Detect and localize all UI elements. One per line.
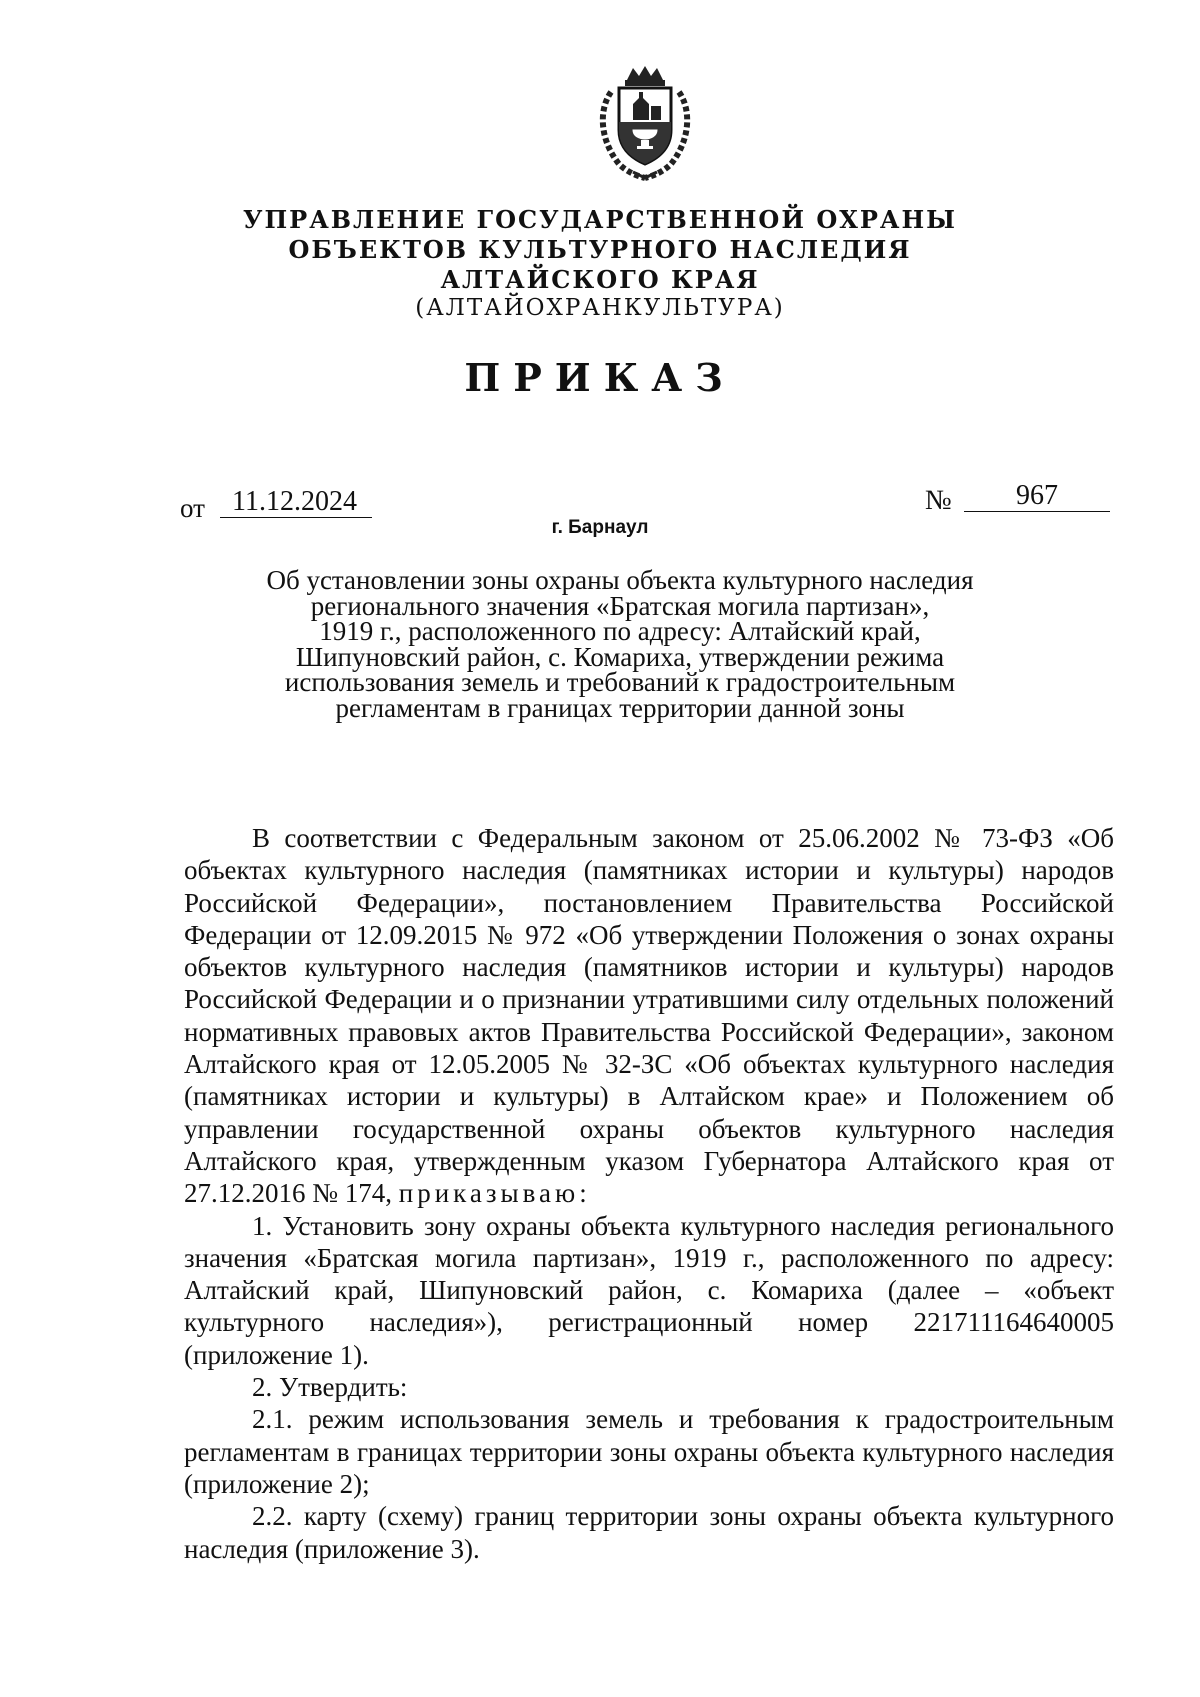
item-1-paragraph: 1. Установить зону охраны объекта культурного наследия регионального значения «Братская могила партизан», 1919 г., расположенного по адресу: Алтайский край, Шипуновский район, с. Комариха (далее – «объект культурного наследия»), регистрационный номер 221711164640005 (приложение 1). bbox=[184, 1210, 1114, 1370]
date-label: от bbox=[180, 493, 205, 523]
order-date: 11.12.2024 bbox=[220, 487, 372, 518]
number-label: № bbox=[925, 485, 952, 516]
order-word: приказываю: bbox=[398, 1178, 591, 1209]
preamble-paragraph bbox=[184, 822, 1114, 1210]
item-2-paragraph: 2. Утвердить: bbox=[252, 1372, 408, 1403]
order-title bbox=[200, 565, 1040, 723]
order-title-line: регламентам в границах территории данной зоны bbox=[335, 692, 905, 723]
order-body bbox=[184, 822, 1114, 1565]
altai-krai-coat-of-arms-icon bbox=[593, 64, 697, 182]
order-title-line: регионального значения «Братская могила партизан», bbox=[310, 590, 930, 621]
agency-name-line-1: УПРАВЛЕНИЕ ГОСУДАРСТВЕННОЙ ОХРАНЫ bbox=[243, 205, 957, 234]
city-name: г. Барнаул bbox=[551, 517, 649, 538]
preamble-text: В соответствии с Федеральным законом от 25.06.2002 № 73-ФЗ «Об объектах культурного наследия (памятниках истории и культуры) народов Российской Федерации», постановлением Правительства Российской Федерации от 12.09.2015 № 972 «Об утверждении Положения о зонах охраны объектов культурного наследия (памятников истории и культуры) народов Российской Федерации и о признании утратившими силу отдельных положений нормативных правовых актов Правительства Российской Федерации», законом Алтайского края от 12.05.2005 № 32-ЗС «Об объектах культурного наследия (памятниках истории и культуры) в Алтайском крае» и Положением об управлении государственной охраны объектов культурного наследия Алтайского края, утвержденным указом Губернатора Алтайского края от 27.12.2016 № 174, bbox=[184, 823, 1114, 1209]
order-number: 967 bbox=[964, 481, 1110, 512]
item-2-1-paragraph: 2.1. режим использования земель и требования к градостроительным регламентам в границах территории зоны охраны объекта культурного наследия (приложение 2); bbox=[184, 1404, 1114, 1499]
agency-name-line-2: ОБЪЕКТОВ КУЛЬТУРНОГО НАСЛЕДИЯ bbox=[288, 235, 912, 264]
order-title-line: Шипуновский район, с. Комариха, утверждении режима bbox=[295, 641, 945, 672]
order-title-line: Об установлении зоны охраны объекта культурного наследия bbox=[266, 565, 974, 595]
agency-name-line-3: АЛТАЙСКОГО КРАЯ bbox=[440, 265, 760, 294]
agency-short-name: (АЛТАЙОХРАНКУЛЬТУРА) bbox=[415, 295, 785, 321]
coat-of-arms-emblem bbox=[593, 64, 697, 182]
order-title-line: 1919 г., расположенного по адресу: Алтайский край, bbox=[319, 616, 921, 647]
item-2-2-paragraph: 2.2. карту (схему) границ территории зоны охраны объекта культурного наследия (приложение 3). bbox=[184, 1501, 1114, 1564]
document-type-heading: ПРИКАЗ bbox=[464, 355, 736, 400]
order-title-line: использования земель и требований к градостроительным bbox=[284, 667, 956, 698]
